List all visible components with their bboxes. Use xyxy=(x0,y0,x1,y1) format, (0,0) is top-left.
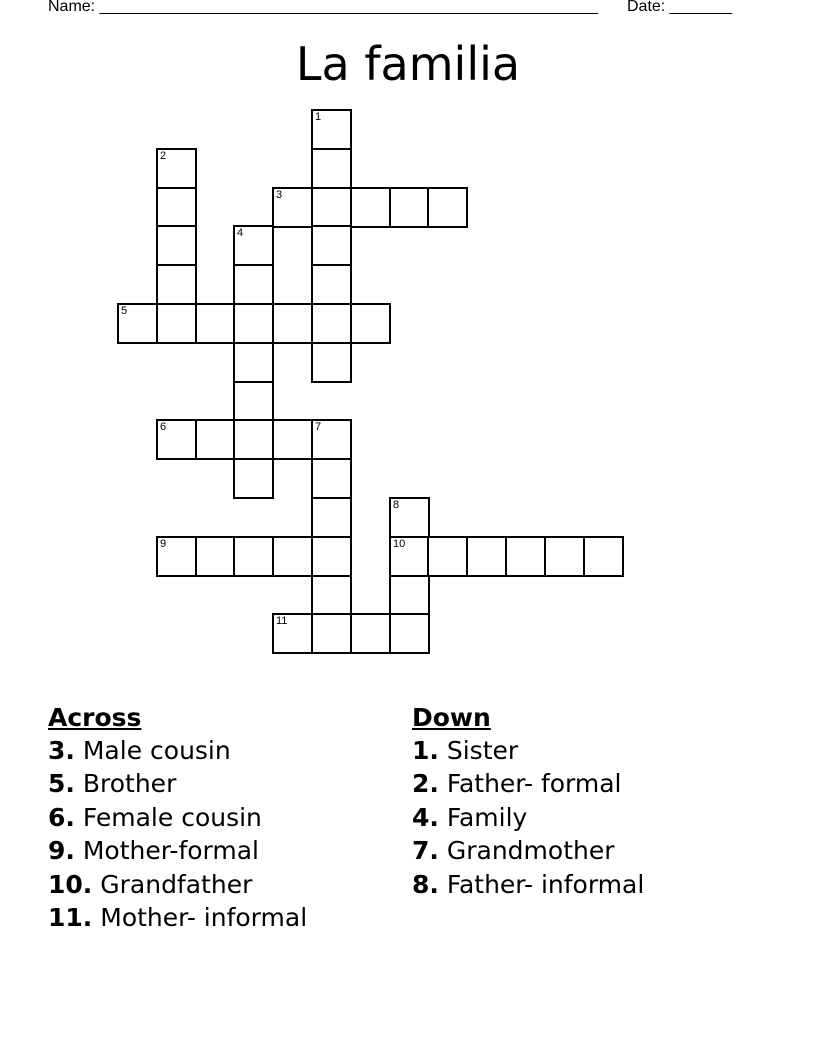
grid-cell[interactable] xyxy=(311,225,352,266)
page-title: La familia xyxy=(295,37,521,91)
clue-down-7 xyxy=(412,834,644,867)
grid-cell[interactable] xyxy=(389,575,430,616)
grid-cell[interactable] xyxy=(156,187,197,228)
clue-number-label: 11 xyxy=(276,615,288,627)
grid-cell[interactable] xyxy=(505,536,546,577)
clue-text: Male cousin xyxy=(82,736,231,765)
grid-cell[interactable] xyxy=(156,419,197,460)
clue-number: 6. xyxy=(48,802,75,832)
name-field[interactable]: Name: ________________________________________________________ xyxy=(48,0,598,15)
grid-cell[interactable] xyxy=(195,536,236,577)
grid-cell[interactable] xyxy=(156,148,197,189)
clue-down-2 xyxy=(412,767,644,800)
clue-number: 7. xyxy=(412,836,439,866)
grid-cell[interactable] xyxy=(233,225,274,266)
down-heading: Down xyxy=(412,703,491,732)
grid-cell[interactable] xyxy=(311,458,352,499)
clue-across-6 xyxy=(48,801,307,834)
clue-down-4 xyxy=(412,801,644,834)
across-heading: Across xyxy=(48,703,142,732)
clue-number-label: 9 xyxy=(160,538,167,550)
grid-cell[interactable] xyxy=(311,419,352,460)
grid-cell[interactable] xyxy=(311,497,352,538)
grid-cell[interactable] xyxy=(311,342,352,383)
grid-cell[interactable] xyxy=(233,458,274,499)
grid-cell[interactable] xyxy=(350,187,391,228)
grid-cell[interactable] xyxy=(427,536,468,577)
clue-number-label: 3 xyxy=(276,189,283,201)
grid-cell[interactable] xyxy=(350,613,391,654)
clue-across-5 xyxy=(48,767,307,800)
grid-cell[interactable] xyxy=(156,303,197,344)
grid-cell[interactable] xyxy=(272,419,313,460)
clue-number: 8. xyxy=(412,869,439,899)
date-field[interactable]: Date: _______ xyxy=(627,0,732,15)
grid-cell[interactable] xyxy=(233,536,274,577)
grid-cell[interactable] xyxy=(233,381,274,422)
grid-cell[interactable] xyxy=(272,187,313,228)
clue-number-label: 6 xyxy=(160,421,167,433)
grid-cell[interactable] xyxy=(195,303,236,344)
grid-cell[interactable] xyxy=(195,419,236,460)
clue-text: Female cousin xyxy=(82,802,262,832)
clue-across-3 xyxy=(48,734,307,767)
grid-cell[interactable] xyxy=(389,187,430,228)
clue-text: Mother-formal xyxy=(82,836,260,866)
clue-number-label: 2 xyxy=(160,150,167,162)
clue-text: Mother- informal xyxy=(100,902,308,932)
grid-cell[interactable] xyxy=(311,303,352,344)
grid-cell[interactable] xyxy=(311,109,352,150)
clue-number-label: 7 xyxy=(315,421,322,433)
grid-cell[interactable] xyxy=(272,303,313,344)
grid-cell[interactable] xyxy=(311,187,352,228)
grid-cell[interactable] xyxy=(350,303,391,344)
grid-cell[interactable] xyxy=(427,187,468,228)
clue-number: 4. xyxy=(412,802,439,832)
clue-text: Brother xyxy=(82,769,177,799)
grid-cell[interactable] xyxy=(389,497,430,538)
grid-cell[interactable] xyxy=(544,536,585,577)
clue-number: 5. xyxy=(48,769,75,799)
clue-number: 1. xyxy=(412,736,439,765)
across-clues xyxy=(48,701,307,934)
grid-cell[interactable] xyxy=(389,613,430,654)
grid-cell[interactable] xyxy=(311,575,352,616)
grid-cell[interactable] xyxy=(311,536,352,577)
clue-number-label: 4 xyxy=(237,227,244,239)
grid-cell[interactable] xyxy=(233,419,274,460)
grid-cell[interactable] xyxy=(272,613,313,654)
grid-cell[interactable] xyxy=(156,536,197,577)
clue-number-label: 8 xyxy=(393,499,400,511)
clue-number-label: 1 xyxy=(315,111,322,123)
grid-cell[interactable] xyxy=(272,536,313,577)
clue-text: Father- formal xyxy=(446,769,622,799)
clue-text: Sister xyxy=(446,736,519,765)
clue-number-label: 10 xyxy=(393,538,406,550)
grid-cell[interactable] xyxy=(389,536,430,577)
grid-cell[interactable] xyxy=(311,264,352,305)
clue-across-11 xyxy=(48,901,307,934)
down-clues xyxy=(412,701,644,901)
clue-number: 11. xyxy=(48,902,93,932)
grid-cell[interactable] xyxy=(156,264,197,305)
grid-cell[interactable] xyxy=(233,303,274,344)
clue-number: 9. xyxy=(48,836,75,866)
grid-cell[interactable] xyxy=(583,536,624,577)
grid-cell[interactable] xyxy=(156,225,197,266)
grid-cell[interactable] xyxy=(233,264,274,305)
grid-cell[interactable] xyxy=(233,342,274,383)
clue-text: Family xyxy=(446,802,528,832)
clue-down-1 xyxy=(412,734,644,767)
clue-text: Grandmother xyxy=(446,836,615,866)
clue-number: 3. xyxy=(48,736,75,765)
clue-down-8 xyxy=(412,868,644,901)
clue-across-10 xyxy=(48,868,307,901)
grid-cell[interactable] xyxy=(311,148,352,189)
clue-text: Father- informal xyxy=(446,869,645,899)
clue-number: 10. xyxy=(48,869,93,899)
clue-number-label: 5 xyxy=(121,305,128,317)
clue-number: 2. xyxy=(412,769,439,799)
grid-cell[interactable] xyxy=(311,613,352,654)
clue-across-9 xyxy=(48,834,307,867)
grid-cell[interactable] xyxy=(466,536,507,577)
grid-cell[interactable] xyxy=(117,303,158,344)
clue-text: Grandfather xyxy=(100,869,253,899)
